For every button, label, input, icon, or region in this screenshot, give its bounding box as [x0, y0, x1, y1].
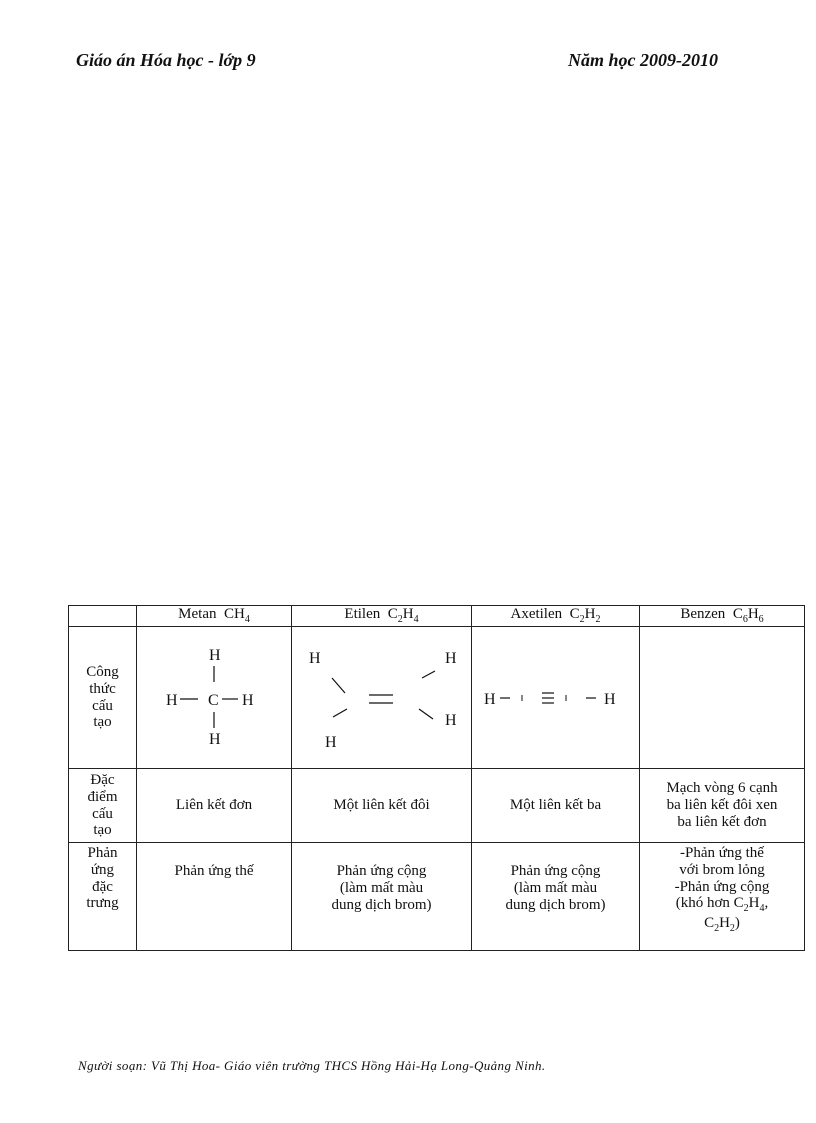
methane-atom-h-bottom: H — [209, 730, 221, 748]
benzene-reaction-cell: -Phản ứng thế với brom lỏng -Phản ứng cộng (khó hơn $C_2H_4$, $C_2H_2$) — [640, 843, 805, 951]
hydrocarbon-comparison-table — [68, 605, 805, 951]
row-label-structure: Công thức cấu tạo — [69, 627, 137, 769]
column-header-ethylene: Etilen $C_2H_4$ — [292, 606, 472, 627]
features-row — [69, 769, 805, 843]
column-header-methane: Metan $CH_4$ — [137, 606, 292, 627]
acetylene-atom-h-left: H — [484, 690, 496, 708]
reactions-row — [69, 843, 805, 951]
acetylene-reaction-cell: Phản ứng cộng (làm mất màu dung dịch brom) — [472, 843, 640, 951]
column-header-acetylene: Axetilen $C_2H_2$ — [472, 606, 640, 627]
acetylene-structural-formula — [476, 678, 636, 718]
corner-cell — [69, 606, 137, 627]
footer-author: Người soạn: Vũ Thị Hoa- Giáo viên trường THCS Hồng Hải-Hạ Long-Quảng Ninh. — [78, 1058, 546, 1073]
header-title: Giáo án Hóa học - lớp 9 — [76, 50, 256, 70]
ethylene-structure-cell — [292, 627, 472, 769]
row-label-features: Đặc điểm cấu tạo — [69, 769, 137, 843]
ethylene-features-cell: Một liên kết đôi — [292, 769, 472, 843]
acetylene-structure-cell — [472, 627, 640, 769]
methane-structural-formula — [154, 638, 274, 758]
benzene-features-cell: Mạch vòng 6 cạnh ba liên kết đôi xen ba liên kết đơn — [640, 769, 805, 843]
acetylene-atom-h-right: H — [604, 690, 616, 708]
ethylene-atom-h-top-left: H — [308, 649, 321, 667]
methane-atom-h-left: H — [166, 691, 178, 709]
methane-atom-h-right: H — [242, 691, 254, 709]
row-label-reactions: Phản ứng đặc trưng — [69, 843, 137, 951]
methane-reaction-cell: Phản ứng thế — [137, 843, 292, 951]
acetylene-features-cell: Một liên kết ba — [472, 769, 640, 843]
methane-features-cell: Liên kết đơn — [137, 769, 292, 843]
methane-atom-c: C — [208, 691, 219, 709]
ethylene-structural-formula — [297, 633, 467, 763]
header-school-year: Năm học 2009-2010 — [568, 50, 718, 70]
methane-structure-cell — [137, 627, 292, 769]
ethylene-atom-h-bottom-right: H — [444, 711, 457, 729]
column-header-benzene: Benzen $C_6H_6$ — [640, 606, 805, 627]
ethylene-reaction-cell: Phản ứng cộng (làm mất màu dung dịch brom) — [292, 843, 472, 951]
structure-row — [69, 627, 805, 769]
benzene-structure-cell — [640, 627, 805, 769]
ethylene-atom-h-top-right: H — [444, 649, 457, 667]
methane-atom-h-top: H — [209, 646, 221, 664]
ethylene-atom-h-bottom-left: H — [324, 733, 337, 751]
table-header-row — [69, 606, 805, 627]
